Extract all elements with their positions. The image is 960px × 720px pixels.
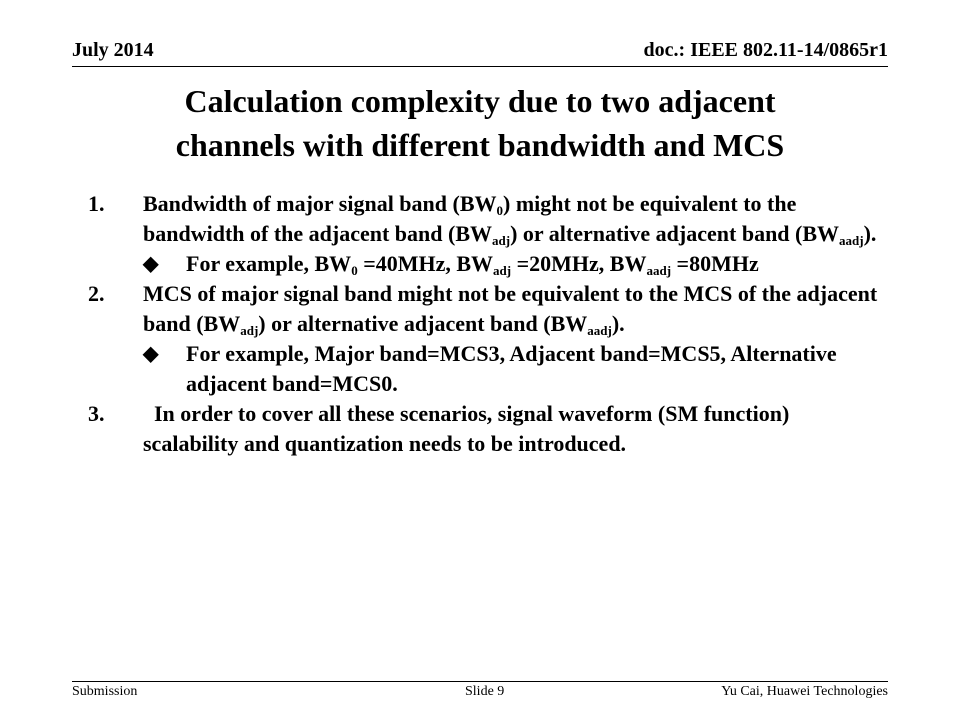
- item-text: ).: [611, 311, 625, 336]
- subscript: 0: [496, 203, 504, 218]
- item-text: Bandwidth of major signal band (BW: [143, 191, 497, 216]
- item-text: MCS of major signal band might not be equivalent to the MCS of the adjacent band (BW: [143, 281, 878, 336]
- subscript: aadj: [839, 233, 864, 248]
- subscript: adj: [240, 323, 259, 338]
- sub-item-text: =80MHz: [671, 251, 759, 276]
- subscript: 0: [351, 263, 358, 278]
- diamond-bullet-icon: ◆: [143, 343, 159, 365]
- sub-item-text: =40MHz, BW: [357, 251, 494, 276]
- subscript: adj: [492, 233, 511, 248]
- slide-title: [60, 79, 900, 167]
- footer-divider: [72, 681, 888, 682]
- item-text: ) or alternative adjacent band (BW: [510, 221, 840, 246]
- item-text: ).: [863, 221, 877, 246]
- sub-item-2: [88, 339, 878, 399]
- diamond-bullet-icon: ◆: [143, 253, 159, 275]
- footer-slide-number: Slide 9: [465, 684, 505, 699]
- list-item-1: [88, 189, 878, 249]
- title-line-2: channels with different bandwidth and MCS: [175, 127, 785, 163]
- list-item-2: [88, 279, 878, 339]
- sub-item-text: For example, Major band=MCS3, Adjacent band=MCS5, Alternative adjacent band=MCS0.: [186, 341, 837, 396]
- header-date: July 2014: [72, 39, 154, 61]
- header-doc-id: doc.: IEEE 802.11-14/0865r1: [643, 39, 888, 61]
- item-text: In order to cover all these scenarios, signal waveform (SM function) scalability and quantization needs to be introduced.: [143, 401, 795, 456]
- item-text: ) or alternative adjacent band (BW: [258, 311, 588, 336]
- sub-item-text: For example, BW: [186, 251, 352, 276]
- list-item-3: [88, 399, 878, 459]
- item-number: 1.: [88, 191, 105, 216]
- subscript: aadj: [646, 263, 672, 278]
- item-number: 3.: [88, 401, 105, 426]
- item-number: 2.: [88, 281, 105, 306]
- subscript: adj: [493, 263, 512, 278]
- slide-body: [88, 189, 878, 459]
- header-divider: [72, 66, 888, 67]
- sub-item-text: =20MHz, BW: [511, 251, 647, 276]
- item-text: ) might not be equivalent to the bandwidth of the adjacent band (BW: [143, 191, 797, 246]
- footer-submission: Submission: [72, 684, 138, 699]
- title-line-1: Calculation complexity due to two adjacent: [184, 83, 776, 119]
- subscript: aadj: [587, 323, 612, 338]
- footer-author: Yu Cai, Huawei Technologies: [721, 684, 888, 699]
- sub-item-1: [88, 249, 878, 279]
